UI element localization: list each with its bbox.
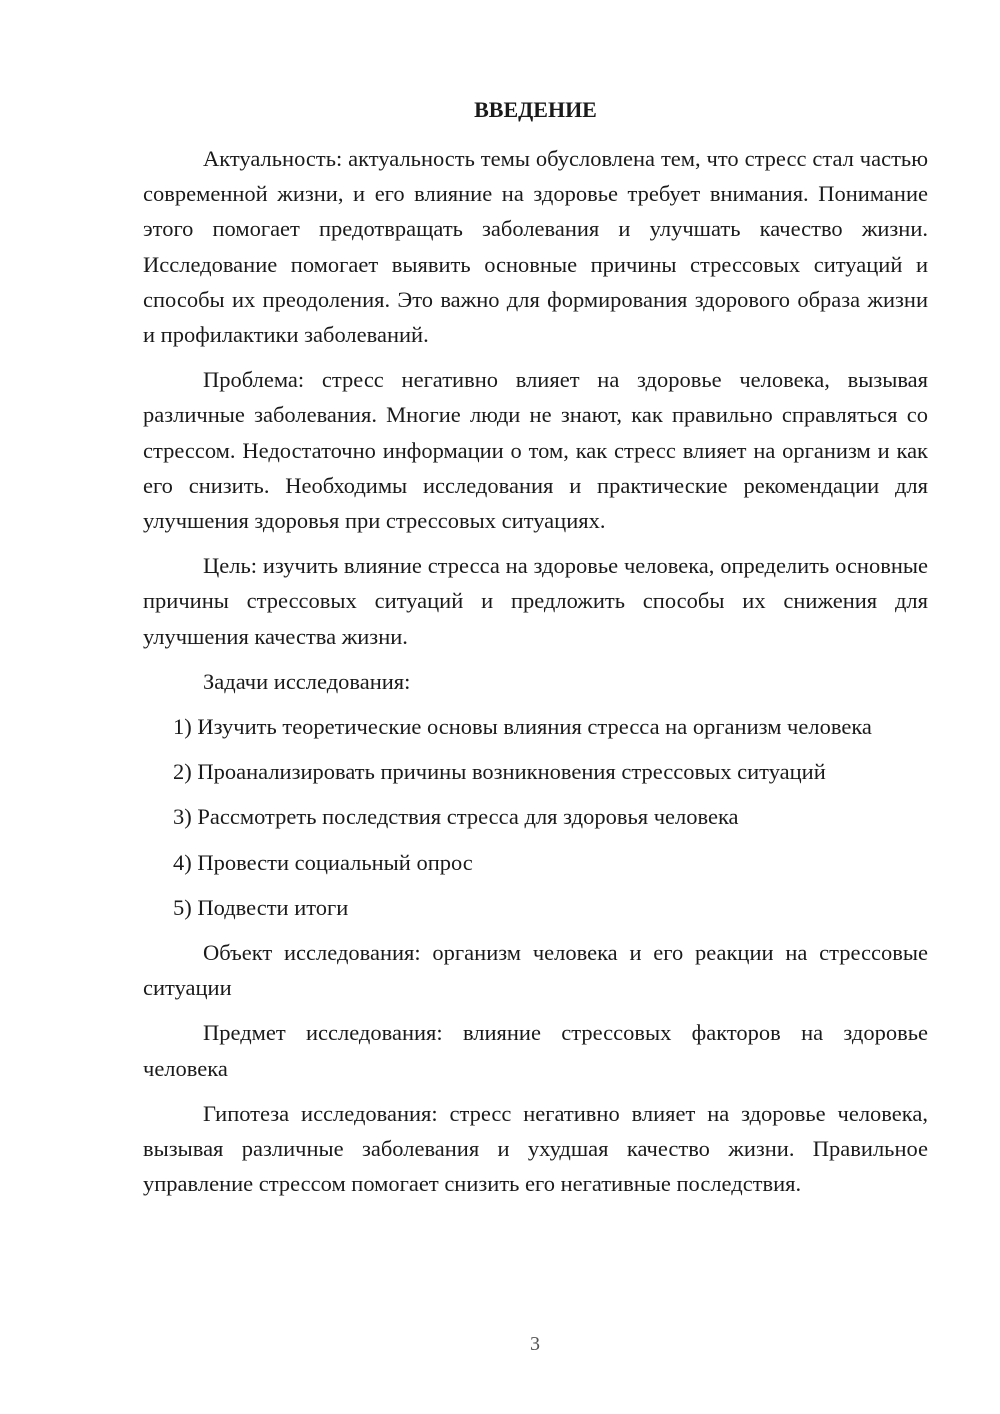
task-item-1: 1) Изучить теоретические основы влияния стресса на организм человека [173, 714, 872, 740]
paragraph-goal: Цель: изучить влияние стресса на здоровье человека, определить основные причины стрессовых ситуаций и предложить способы их снижения для улучшения качества жизни. [143, 553, 928, 649]
task-item-5: 5) Подвести итоги [173, 894, 349, 920]
paragraph-problem: Проблема: стресс негативно влияет на здоровье человека, вызывая различные заболевания. Многие люди не знают, как правильно справляться со стрессом. Недостаточно информации о том, как стресс влияет на организм и как его снизить. Необходимы исследования и практические рекомендации для улучшения здоровья при стрессовых ситуациях. [143, 367, 928, 534]
document-page [143, 92, 928, 1211]
paragraph-relevance: Актуальность: актуальность темы обусловлена тем, что стресс стал частью современной жизни, и его влияние на здоровье требует внимания. Понимание этого помогает предотвращать заболевания и улучшать качество жизни. Исследование помогает выявить основные причины стрессовых ситуаций и способы их преодоления. Это важно для формирования здорового образа жизни и профилактики заболеваний. [143, 146, 928, 348]
task-item-3: 3) Рассмотреть последствия стресса для здоровья человека [173, 804, 739, 830]
task-item-4: 4) Провести социальный опрос [173, 849, 473, 875]
paragraph-tasks-heading: Задачи исследования: [203, 668, 411, 694]
task-list [143, 709, 928, 925]
task-item-2: 2) Проанализировать причины возникновения стрессовых ситуаций [173, 759, 826, 785]
paragraph-object: Объект исследования: организм человека и его реакции на стрессовые ситуации [143, 940, 928, 1001]
page-number: 3 [530, 1333, 540, 1355]
paragraph-subject: Предмет исследования: влияние стрессовых факторов на здоровье человека [143, 1020, 928, 1081]
paragraph-hypothesis: Гипотеза исследования: стресс негативно влияет на здоровье человека, вызывая различные заболевания и ухудшая качество жизни. Правильное управление стрессом помогает снизить его негативные последствия. [143, 1100, 928, 1197]
page-title: ВВЕДЕНИЕ [474, 97, 597, 122]
